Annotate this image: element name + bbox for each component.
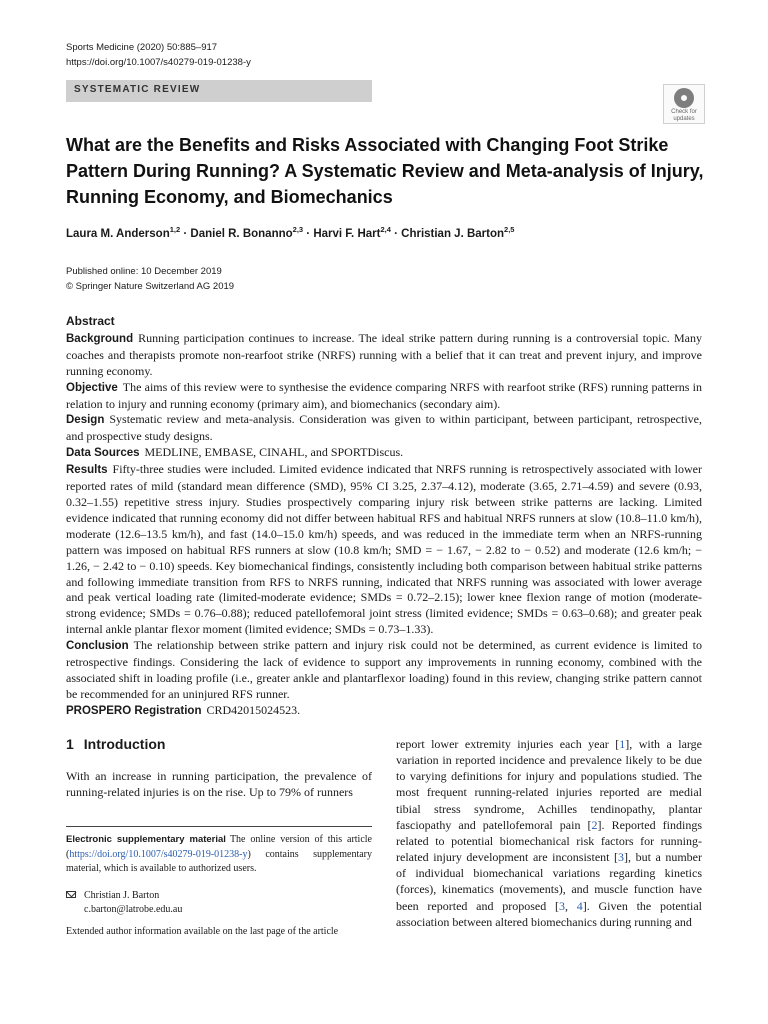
abstract-text: Fifty-three studies were included. Limited evidence indicated that NRFS running is retrospectively associated with lower reported rates of mild (standard mean difference (SMD), 95% CI 3.25, 2.37–4.12), moderate (3.65, 2.71–4.59) and severe (0.93, 0.32–1.55) repetitive stress injury. Studies prospectively comparing injury risk between strike patterns are lacking. Limited evidence indicated that running economy did not differ between habitual RFS and habitual NRFS runners at slow (10.8–11.0 km/h), moderate (12.6–13.5 km/h), and fast (14.0–15.0 km/h) speeds, and was reduced in the immediate term when an NRFS-running pattern was imposed on habitual RFS runners at slow (10.8 km/h; SMD = − 1.67, − 2.82 to − 0.52) and moderate (12.6 km/h; − 1.26, − 2.42 to − 0.10) speeds. Key biomechanical findings, consistently including both comparison between habitual strike patterns and following immediate transition from RFS to NRFS running, indicated that NRFS running was associated with lower average and peak vertical loading rate (limited-moderate evidence; SMDs = 0.72–2.15); lower knee flexion range of motion (moderate-strong evidence; SMDs = 0.76–0.88); reduced patellofemoral joint stress (limited evidence; SMDs = 0.63–0.68); and greater peak internal ankle plantar flexor moment (limited evidence; SMDs = 0.73–1.33).	[66, 462, 702, 637]
author-name[interactable]: Laura M. Anderson	[66, 227, 170, 240]
author-name[interactable]: Daniel R. Bonanno	[190, 227, 293, 240]
text-segment: ], with a large variation in reported incidence and prevalence likely to be due to varying definitions for injury and populations studied. The most frequent running-related injuries reported are medial tibial stress syndrome, Achilles tendinopathy, plantar fasciopathy and patellofemoral pain [	[396, 737, 703, 832]
abstract-heading: Abstract	[66, 314, 115, 328]
section-number: 1	[66, 736, 74, 752]
corresponding-name: Christian J. Barton	[84, 889, 160, 901]
envelope-icon	[66, 891, 76, 898]
abstract-label: Design	[66, 414, 105, 427]
abstract-text: Running participation continues to increase. The ideal strike pattern during running is a controversial topic. Many coaches and therapists promote non-rearfoot strike (NRFS) running with a belief that it can treat and prevent injury, and improve running economy.	[66, 330, 702, 378]
abstract-label: PROSPERO Registration	[66, 704, 202, 717]
citation-link[interactable]: 3	[558, 898, 565, 913]
check-for-updates-badge[interactable]	[663, 84, 705, 124]
badge-line1: Check for	[671, 109, 697, 115]
abstract-text: The relationship between strike pattern and injury risk could not be determined, as current evidence is limited to retrospective findings. Considering the lack of evidence to support any improvements in running economy, combined with the associated shift in loading profile (i.e., greater ankle and plantarflexor loading) found in this review, changing strike pattern cannot be recommended for an uninjured RFS runner.	[66, 638, 702, 701]
author-separator: ·	[394, 227, 398, 240]
abstract-text: Systematic review and meta-analysis. Consideration was given to within participant, between participant, retrospective, and prospective study designs.	[66, 412, 702, 444]
author-affiliation: 2,5	[504, 225, 515, 234]
corresponding-email[interactable]: c.barton@latrobe.edu.au	[84, 903, 183, 915]
journal-header	[66, 40, 251, 70]
abstract-text: CRD42015024523.	[206, 702, 301, 717]
abstract-prospero	[66, 703, 702, 720]
intro-paragraph	[396, 736, 702, 930]
abstract-data-sources	[66, 445, 702, 462]
publication-info	[66, 264, 234, 294]
author-affiliation: 1,2	[169, 225, 181, 234]
section-heading	[66, 736, 372, 752]
published-date: Published online: 10 December 2019	[66, 266, 222, 277]
author-separator: ·	[306, 227, 311, 240]
esm-text-post: ) contains supplementary material, which is available to authorized users.	[66, 848, 372, 874]
copyright: © Springer Nature Switzerland AG 2019	[66, 281, 235, 292]
supplementary-note	[66, 833, 372, 877]
journal-citation: Sports Medicine (2020) 50:885–917	[66, 42, 218, 53]
citation-link[interactable]: 2	[591, 817, 598, 832]
citation-link[interactable]: 1	[619, 737, 626, 751]
abstract-conclusion	[66, 638, 702, 703]
abstract-label: Data Sources	[66, 447, 140, 460]
abstract-objective	[66, 380, 702, 413]
abstract-label: Objective	[66, 381, 118, 394]
article-type-label: SYSTEMATIC REVIEW	[74, 84, 201, 95]
article-title: What are the Benefits and Risks Associated with Changing Foot Strike Pattern During Running? A Systematic Review and Meta-analysis of Injury, Running Economy, and Biomechanics	[66, 135, 704, 207]
esm-text-pre: The online version of this article (	[66, 834, 372, 860]
author-list	[66, 225, 514, 240]
abstract-design	[66, 412, 702, 445]
author-separator: ·	[183, 227, 188, 240]
text-segment: ]. Reported findings related to potential biomechanical risk factors for running-related injury development are inconsistent [	[396, 817, 702, 865]
corresponding-author	[66, 889, 372, 917]
abstract	[66, 314, 702, 720]
left-column	[66, 736, 372, 800]
footnote-block	[66, 826, 372, 939]
author-affiliation: 2,3	[292, 225, 304, 234]
abstract-text: The aims of this review were to synthesise the evidence comparing NRFS with rearfoot strike (RFS) running patterns in relation to injury and running economy (primary aim), and biomechanics (secondary aim).	[66, 379, 702, 411]
citation-link[interactable]: 3	[618, 850, 625, 865]
author-name[interactable]: Harvi F. Hart	[313, 227, 381, 240]
doi-link[interactable]: https://doi.org/10.1007/s40279-019-01238-y	[66, 57, 251, 68]
extended-author-info: Extended author information available on the last page of the article	[66, 925, 339, 937]
author-name[interactable]: Christian J. Barton	[401, 227, 505, 240]
author-affiliation: 2,4	[380, 225, 391, 234]
abstract-results	[66, 462, 702, 638]
esm-label: Electronic supplementary material	[66, 834, 226, 845]
article-type-banner	[66, 80, 372, 102]
text-segment: report lower extremity injuries each year [	[396, 737, 620, 751]
text-segment: ], but a number of individual biomechanical variations regarding kinetics (forces), kinematics (movements), and muscle function have been reported and proposed [	[396, 850, 703, 913]
abstract-text: MEDLINE, EMBASE, CINAHL, and SPORTDiscus.	[144, 445, 404, 460]
abstract-label: Results	[66, 464, 108, 477]
right-column	[396, 736, 702, 930]
abstract-background	[66, 331, 702, 380]
citation-link[interactable]: 4	[576, 898, 583, 913]
section-title: Introduction	[83, 736, 166, 752]
text-segment: ]. Given the potential association between altered biomechanics during running and	[396, 898, 702, 929]
crossmark-icon	[674, 88, 694, 108]
badge-line2: updates	[673, 116, 695, 122]
intro-paragraph: With an increase in running participation, the prevalence of running-related injuries is on the rise. Up to 79% of runners	[66, 769, 372, 800]
esm-link[interactable]: https://doi.org/10.1007/s40279-019-01238-y	[69, 848, 248, 860]
abstract-label: Background	[66, 332, 134, 345]
abstract-label: Conclusion	[66, 640, 129, 653]
text-segment: ,	[564, 898, 577, 913]
